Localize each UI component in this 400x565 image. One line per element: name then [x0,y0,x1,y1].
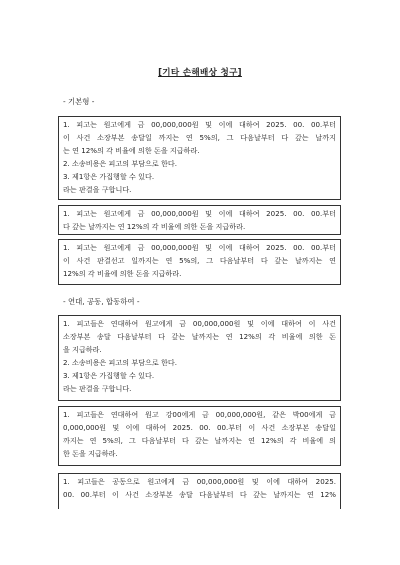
claim-box-joint-2 [58,406,341,466]
claim-line: 한 돈을 지급하라. [63,448,118,458]
claim-line: 12%의 각 비율에 의한 돈을 지급하라. [63,268,182,278]
claim-line: 1. 피고는 원고에게 금 00,000,000원 및 이에 대하여 2025. 00. 00.부터 [63,120,336,129]
claim-line: 까지는 연 5%의, 그 다음날부터 다 갚는 날까지는 연 12%의 각 비율에 의 [63,435,336,445]
claim-line: 이 사건 소장부본 송달일 까지는 연 5%의, 그 다음날부터 다 갚는 날까지 [63,132,336,142]
claim-box-basic-3 [58,239,341,285]
claim-line: 다 갚는 날까지는 연 12%의 각 비율에 의한 돈을 지급하라. [63,221,246,231]
claim-box-basic-2 [58,205,341,235]
claim-line: 2. 소송비용은 피고의 부담으로 한다. [63,357,177,367]
claim-line: 1. 피고들은 연대하여 원고 강00에게 금 00,000,000원, 같은 박00에게 금 [63,410,336,419]
claim-line: 00. 00.부터 이 사건 소장부본 송달 다음날부터 다 갚는 날까지는 연 12% [63,489,336,499]
claim-line: 라는 판결을 구합니다. [63,184,132,194]
claim-line: 이 사건 판결선고 일까지는 연 5%의, 그 다음날부터 다 갚는 날까지는 연 [63,255,336,265]
claim-line: 2. 소송비용은 피고의 부담으로 한다. [63,158,177,168]
claim-line: 3. 제1항은 가집행할 수 있다. [63,370,155,380]
claim-line: 3. 제1항은 가집행할 수 있다. [63,171,155,181]
claim-box-joint-3 [58,473,341,509]
section-heading-joint: - 연대, 공동, 합동하여 - [63,297,140,306]
document-title: [기타 손해배상 청구] [158,68,242,78]
section-heading-basic: - 기본형 - [63,97,95,106]
claim-line: 1. 피고들은 연대하여 원고에게 금 00,000,000원 및 이에 대하여 이 사건 [63,319,336,328]
claim-line: 1. 피고들은 공동으로 원고에게 금 00,000,000원 및 이에 대하여 2025. [63,477,336,486]
claim-line: 0,000,000원 및 이에 대하여 2025. 00. 00.부터 이 사건 소장부본 송달일 [63,422,336,432]
claim-line: 을 지급하라. [63,344,102,354]
claim-line: 는 연 12%의 각 비율에 의한 돈을 지급하라. [63,145,200,155]
claim-line: 소장부본 송달 다음날부터 다 갚는 날까지는 연 12%의 각 비율에 의한 돈 [63,331,336,341]
claim-box-basic-1 [58,116,341,200]
claim-box-joint-1 [58,315,341,401]
claim-line: 1. 피고는 원고에게 금 00,000,000원 및 이에 대하여 2025. 00. 00.부터 [63,209,336,218]
claim-line: 1. 피고는 원고에게 금 00,000,000원 및 이에 대하여 2025. 00. 00.부터 [63,243,336,252]
claim-line: 라는 판결을 구합니다. [63,383,132,393]
